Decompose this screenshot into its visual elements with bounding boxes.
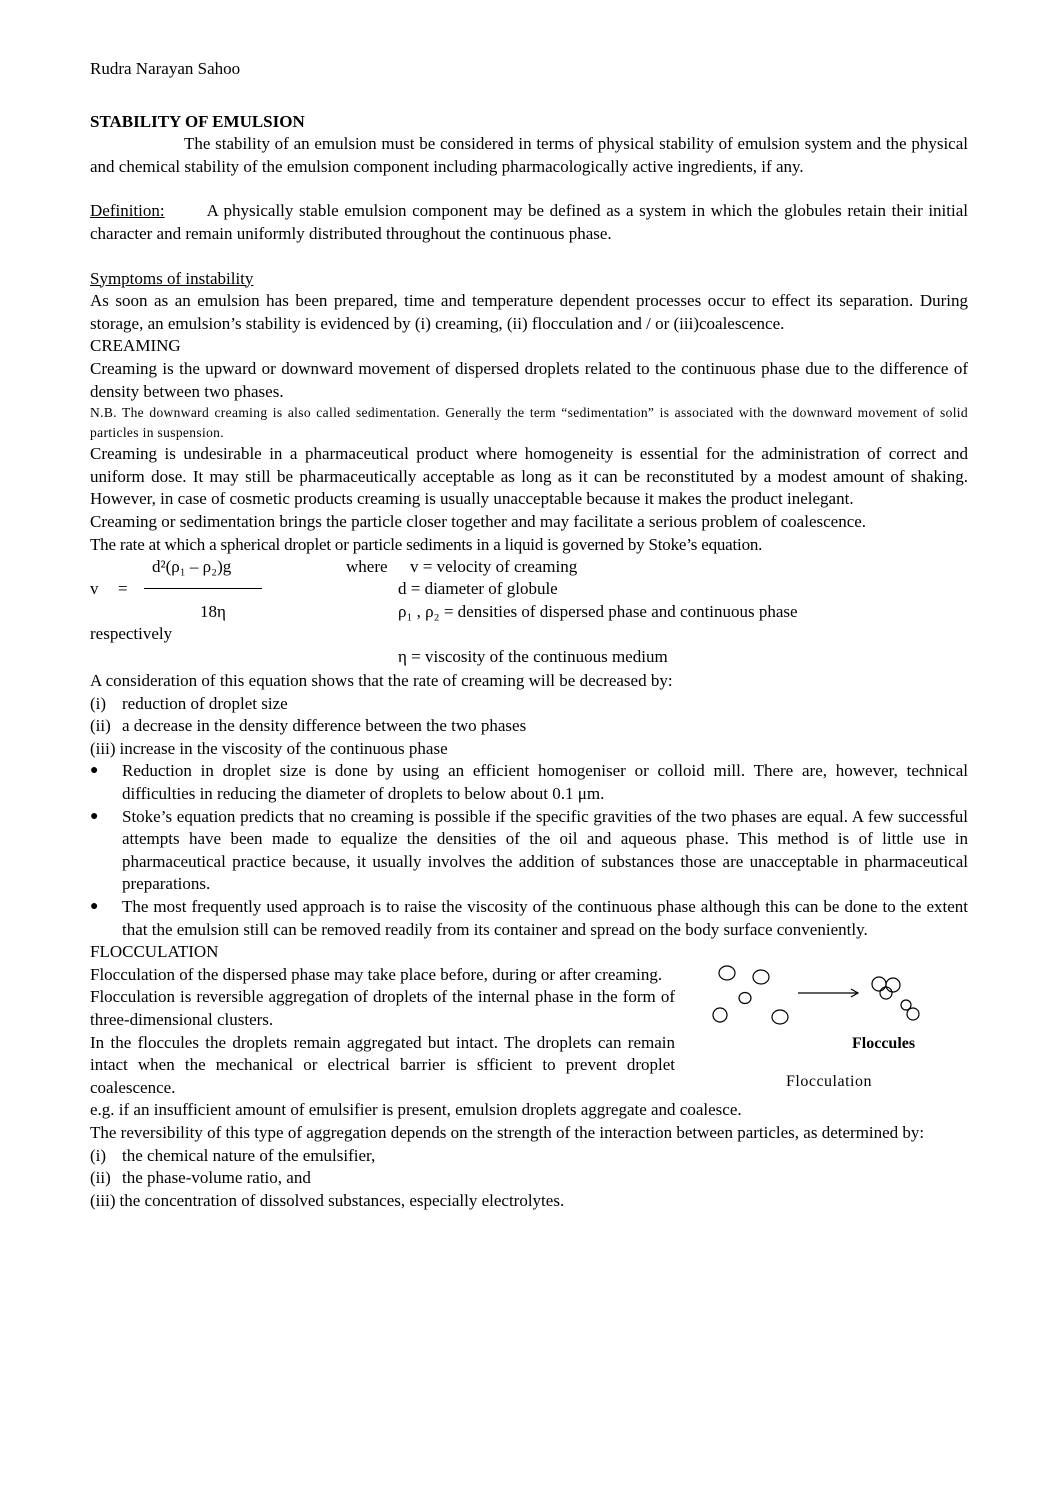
droplet: [713, 1008, 727, 1022]
creaming-paragraph-3: Creaming or sedimentation brings the particle closer together and may facilitate a serious problem of coalescence.: [90, 511, 867, 531]
list-item: [90, 715, 968, 738]
list-item: [90, 1190, 968, 1213]
droplet: [719, 966, 735, 980]
document-title: STABILITY OF EMULSION: [90, 111, 305, 131]
list-text: the concentration of dissolved substances, especially electrolytes.: [119, 1190, 565, 1210]
flocculation-figure: [710, 963, 980, 1103]
droplet: [753, 970, 769, 984]
equation-def-respectively: respectively: [90, 624, 173, 644]
flocculation-paragraph-4: e.g. if an insufficient amount of emulsifier is present, emulsion droplets aggregate and coalesce.: [90, 1100, 742, 1120]
stokes-equation: [90, 556, 968, 670]
spacer: [90, 178, 968, 200]
floccule-droplet: [886, 978, 900, 992]
fraction-bar: [144, 588, 262, 589]
creaming-note: N.B. The downward creaming is also called sedimentation. Generally the term “sedimentation” is associated with the downward movement of solid particles in suspension.: [90, 405, 968, 441]
figure-caption: Flocculation: [786, 1073, 872, 1091]
equation-lhs: v: [90, 579, 99, 599]
flocculation-paragraph-3: In the floccules the droplets remain aggregated but intact. The droplets can remain intact when the mechanical or electrical barrier is sfficient to prevent droplet coalescence.: [90, 1032, 675, 1097]
list-text: increase in the viscosity of the continuous phase: [119, 738, 448, 758]
bullet-text: Reduction in droplet size is done by using an efficient homogeniser or colloid mill. There are, however, technical difficulties in reducing the diameter of droplets to below about 0.1 μm.: [122, 761, 968, 804]
list-number: (i): [90, 693, 107, 713]
flocculation-diagram: [710, 963, 980, 1043]
list-number: (iii): [90, 738, 116, 758]
consideration-lead: A consideration of this equation shows that the rate of creaming will be decreased by:: [90, 671, 673, 691]
flocculation-paragraph-5: The reversibility of this type of aggregation depends on the strength of the interaction between particles, as determined by:: [90, 1122, 925, 1142]
list-text: reduction of droplet size: [122, 693, 288, 713]
bullet-item: [90, 806, 968, 896]
definition-label: Definition:: [90, 201, 165, 221]
bullet-text: The most frequently used approach is to raise the viscosity of the continuous phase although this can be done to the extent that the emulsion still can be removed readily from its container and spread on the body surface conveniently.: [122, 897, 968, 939]
bullet-icon: ●: [90, 763, 99, 779]
document-page: [90, 58, 968, 1212]
symptoms-heading: Symptoms of instability: [90, 268, 254, 288]
flocculation-paragraph-2: Flocculation is reversible aggregation of droplets of the internal phase in the form of three-dimensional clusters.: [90, 987, 675, 1029]
floccules-label: Floccules: [852, 1035, 916, 1053]
spacer: [90, 246, 968, 268]
list-item: [90, 738, 968, 761]
bullet-icon: ●: [90, 808, 99, 824]
list-number: (ii): [90, 716, 111, 736]
bullet-item: [90, 760, 968, 805]
equation-where: where: [346, 557, 388, 577]
list-item: [90, 1145, 968, 1168]
equation-equals: =: [118, 579, 128, 599]
list-item: [90, 693, 968, 716]
definition-paragraph: [90, 200, 968, 245]
bullet-icon: ●: [90, 899, 99, 915]
symptoms-text: As soon as an emulsion has been prepared, time and temperature dependent processes occur to effect its separation. During storage, an emulsion’s stability is evidenced by (i) creaming, (ii) flocculation and / or (iii)coalescence.: [90, 291, 968, 333]
list-number: (ii): [90, 1168, 111, 1188]
list-text: the phase-volume ratio, and: [122, 1168, 311, 1188]
equation-def-eta: η = viscosity of the continuous medium: [398, 647, 668, 667]
stokes-lead: The rate at which a spherical droplet or particle sediments in a liquid is governed by Stoke’s equation.: [90, 534, 763, 554]
list-text: a decrease in the density difference between the two phases: [122, 716, 527, 736]
author-name: Rudra Narayan Sahoo: [90, 59, 241, 78]
creaming-paragraph-1: Creaming is the upward or downward movement of dispersed droplets related to the continuous phase due to the difference of density between two phases.: [90, 358, 968, 401]
equation-denominator: 18η: [200, 602, 226, 622]
creaming-heading: CREAMING: [90, 336, 181, 356]
floccule-droplet: [880, 987, 892, 999]
floccule-droplet: [907, 1008, 919, 1020]
bullet-item: [90, 896, 968, 941]
definition-text: A physically stable emulsion component may be defined as a system in which the globules retain their initial character and remain uniformly distributed throughout the continuous phase.: [90, 201, 968, 243]
flocculation-section: [90, 941, 968, 1099]
equation-numerator: d²(ρ₁ – ρ₂)g: [152, 557, 232, 577]
floccule-droplet: [872, 977, 886, 991]
list-text: the chemical nature of the emulsifier,: [122, 1145, 376, 1165]
equation-def-rho: ρ₁ , ρ₂ = densities of dispersed phase and continuous phase: [398, 602, 798, 622]
intro-paragraph: The stability of an emulsion must be considered in terms of physical stability of emulsion system and the physical and chemical stability of the emulsion component including pharmacologically active ingredients, if any.: [90, 134, 968, 176]
droplet: [739, 993, 751, 1004]
list-item: [90, 1167, 968, 1190]
bullet-text: Stoke’s equation predicts that no creaming is possible if the specific gravities of the two phases are equal. A few successful attempts have been made to equalize the densities of the oil and aqueous phase. This method is of little use in pharmaceutical practice because, it usually involves the addition of substances those are unacceptable in pharmaceutical preparations.: [122, 806, 968, 894]
flocculation-heading: FLOCCULATION: [90, 942, 219, 962]
creaming-paragraph-2: Creaming is undesirable in a pharmaceutical product where homogeneity is essential for the administration of correct and uniform dose. It may still be pharmaceutically acceptable as long as it can be reconstituted by a modest amount of shaking. However, in case of cosmetic products creaming is usually unacceptable because it makes the product inelegant.: [90, 444, 968, 509]
droplet: [772, 1010, 788, 1024]
list-number: (i): [90, 1145, 107, 1165]
flocculation-paragraph-1: Flocculation of the dispersed phase may take place before, during or after creaming.: [90, 964, 663, 984]
list-number: (iii): [90, 1190, 116, 1210]
equation-def-v: v = velocity of creaming: [410, 557, 578, 577]
equation-def-d: d = diameter of globule: [398, 579, 558, 599]
